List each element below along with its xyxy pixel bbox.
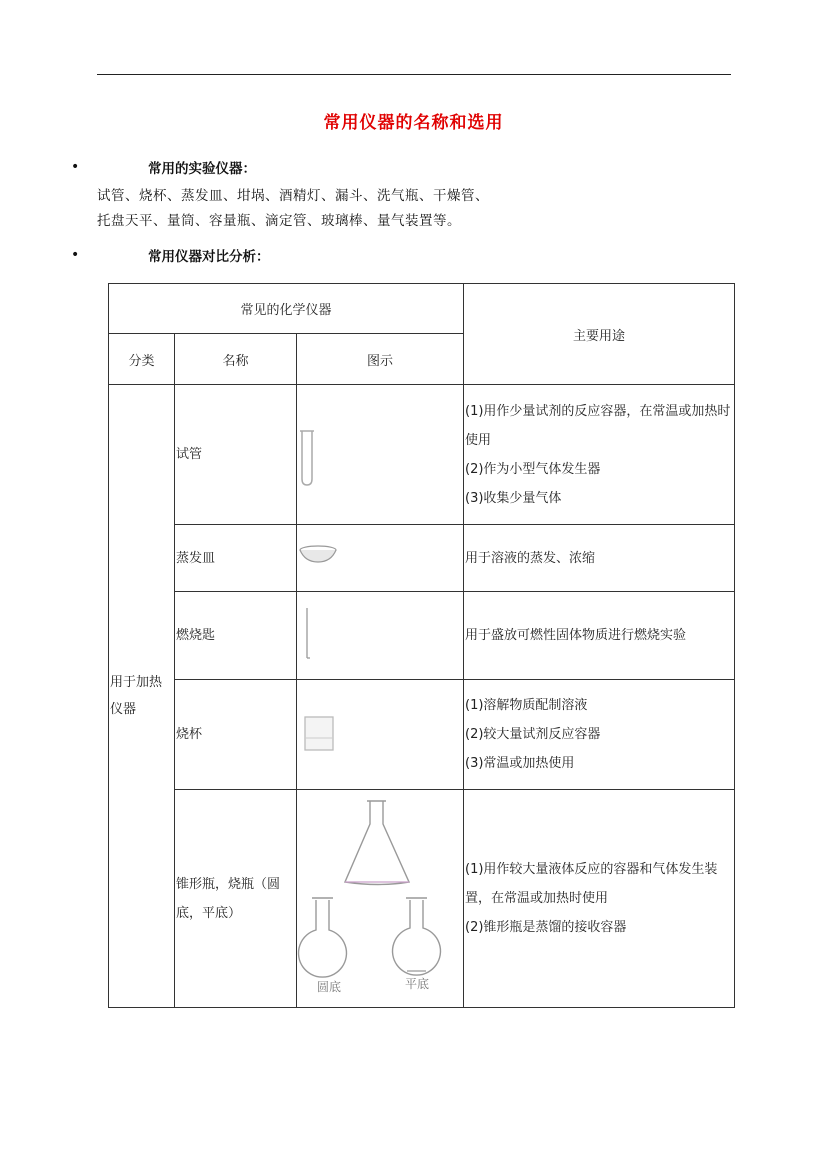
instrument-name: 蒸发皿	[175, 525, 297, 592]
use-line: (1)用作少量试剂的反应容器，在常温或加热时使用	[465, 403, 731, 448]
figure-cell	[297, 790, 464, 1008]
combustion-spoon-icon	[297, 592, 463, 679]
page-title: 常用仪器的名称和选用	[323, 113, 504, 133]
table-row	[109, 525, 735, 592]
table-row	[109, 592, 735, 680]
table-row	[109, 680, 735, 790]
group-header-cell: 常见的化学仪器	[109, 284, 464, 334]
use-line: (2)作为小型气体发生器	[465, 461, 601, 477]
use-cell	[464, 680, 735, 790]
instrument-name: 锥形瓶，烧瓶（圆底，平底）	[175, 790, 297, 1008]
use-line: (1)溶解物质配制溶液	[465, 698, 588, 713]
instrument-table	[108, 283, 735, 1008]
use-cell	[464, 525, 735, 592]
use-line: (1)用作较大量液体反应的容器和气体发生装置，在常温或加热时使用	[465, 862, 718, 906]
figure-label-round: 圆底	[317, 980, 342, 994]
figure-label-flat: 平底	[405, 977, 430, 991]
use-line: (2)锥形瓶是蒸馏的接收容器	[465, 920, 627, 935]
figure-cell	[297, 680, 464, 790]
use-cell	[464, 385, 735, 525]
header-use: 主要用途	[464, 284, 735, 385]
bullet-icon: •	[71, 247, 80, 263]
table-row	[109, 790, 735, 1008]
figure-cell	[297, 385, 464, 525]
figure-cell	[297, 592, 464, 680]
use-line: (3)收集少量气体	[465, 490, 562, 506]
header-figure: 图示	[297, 334, 464, 385]
section-heading-comparison: 常用仪器对比分析：	[148, 249, 270, 265]
bullet-icon: •	[71, 159, 80, 175]
instrument-name: 试管	[175, 385, 297, 525]
section-heading-instruments: 常用的实验仪器：	[148, 161, 256, 177]
beaker-icon	[297, 680, 463, 789]
evaporating-dish-icon	[297, 525, 463, 591]
use-cell	[464, 790, 735, 1008]
test-tube-icon	[297, 385, 463, 524]
use-line: 用于溶液的蒸发、浓缩	[465, 550, 596, 566]
use-cell	[464, 592, 735, 680]
instrument-list-line-1: 试管、烧杯、蒸发皿、坩埚、酒精灯、漏斗、洗气瓶、干燥管、	[97, 188, 489, 204]
use-line: 用于盛放可燃性固体物质进行燃烧实验	[465, 628, 687, 643]
use-line: (3)常温或加热使用	[465, 756, 575, 771]
use-line: (2)较大量试剂反应容器	[465, 727, 601, 742]
instrument-list-line-2: 托盘天平、量筒、容量瓶、滴定管、玻璃棒、量气装置等。	[97, 213, 461, 229]
category-label: 用于加热仪器	[110, 675, 163, 717]
instrument-name: 燃烧匙	[175, 592, 297, 680]
header-category: 分类	[109, 334, 175, 385]
header-name: 名称	[175, 334, 297, 385]
header-rule	[97, 74, 731, 75]
category-cell	[109, 385, 175, 1008]
flasks-icon	[297, 790, 463, 1007]
instrument-name: 烧杯	[175, 680, 297, 790]
table-row	[109, 385, 735, 525]
figure-cell	[297, 525, 464, 592]
